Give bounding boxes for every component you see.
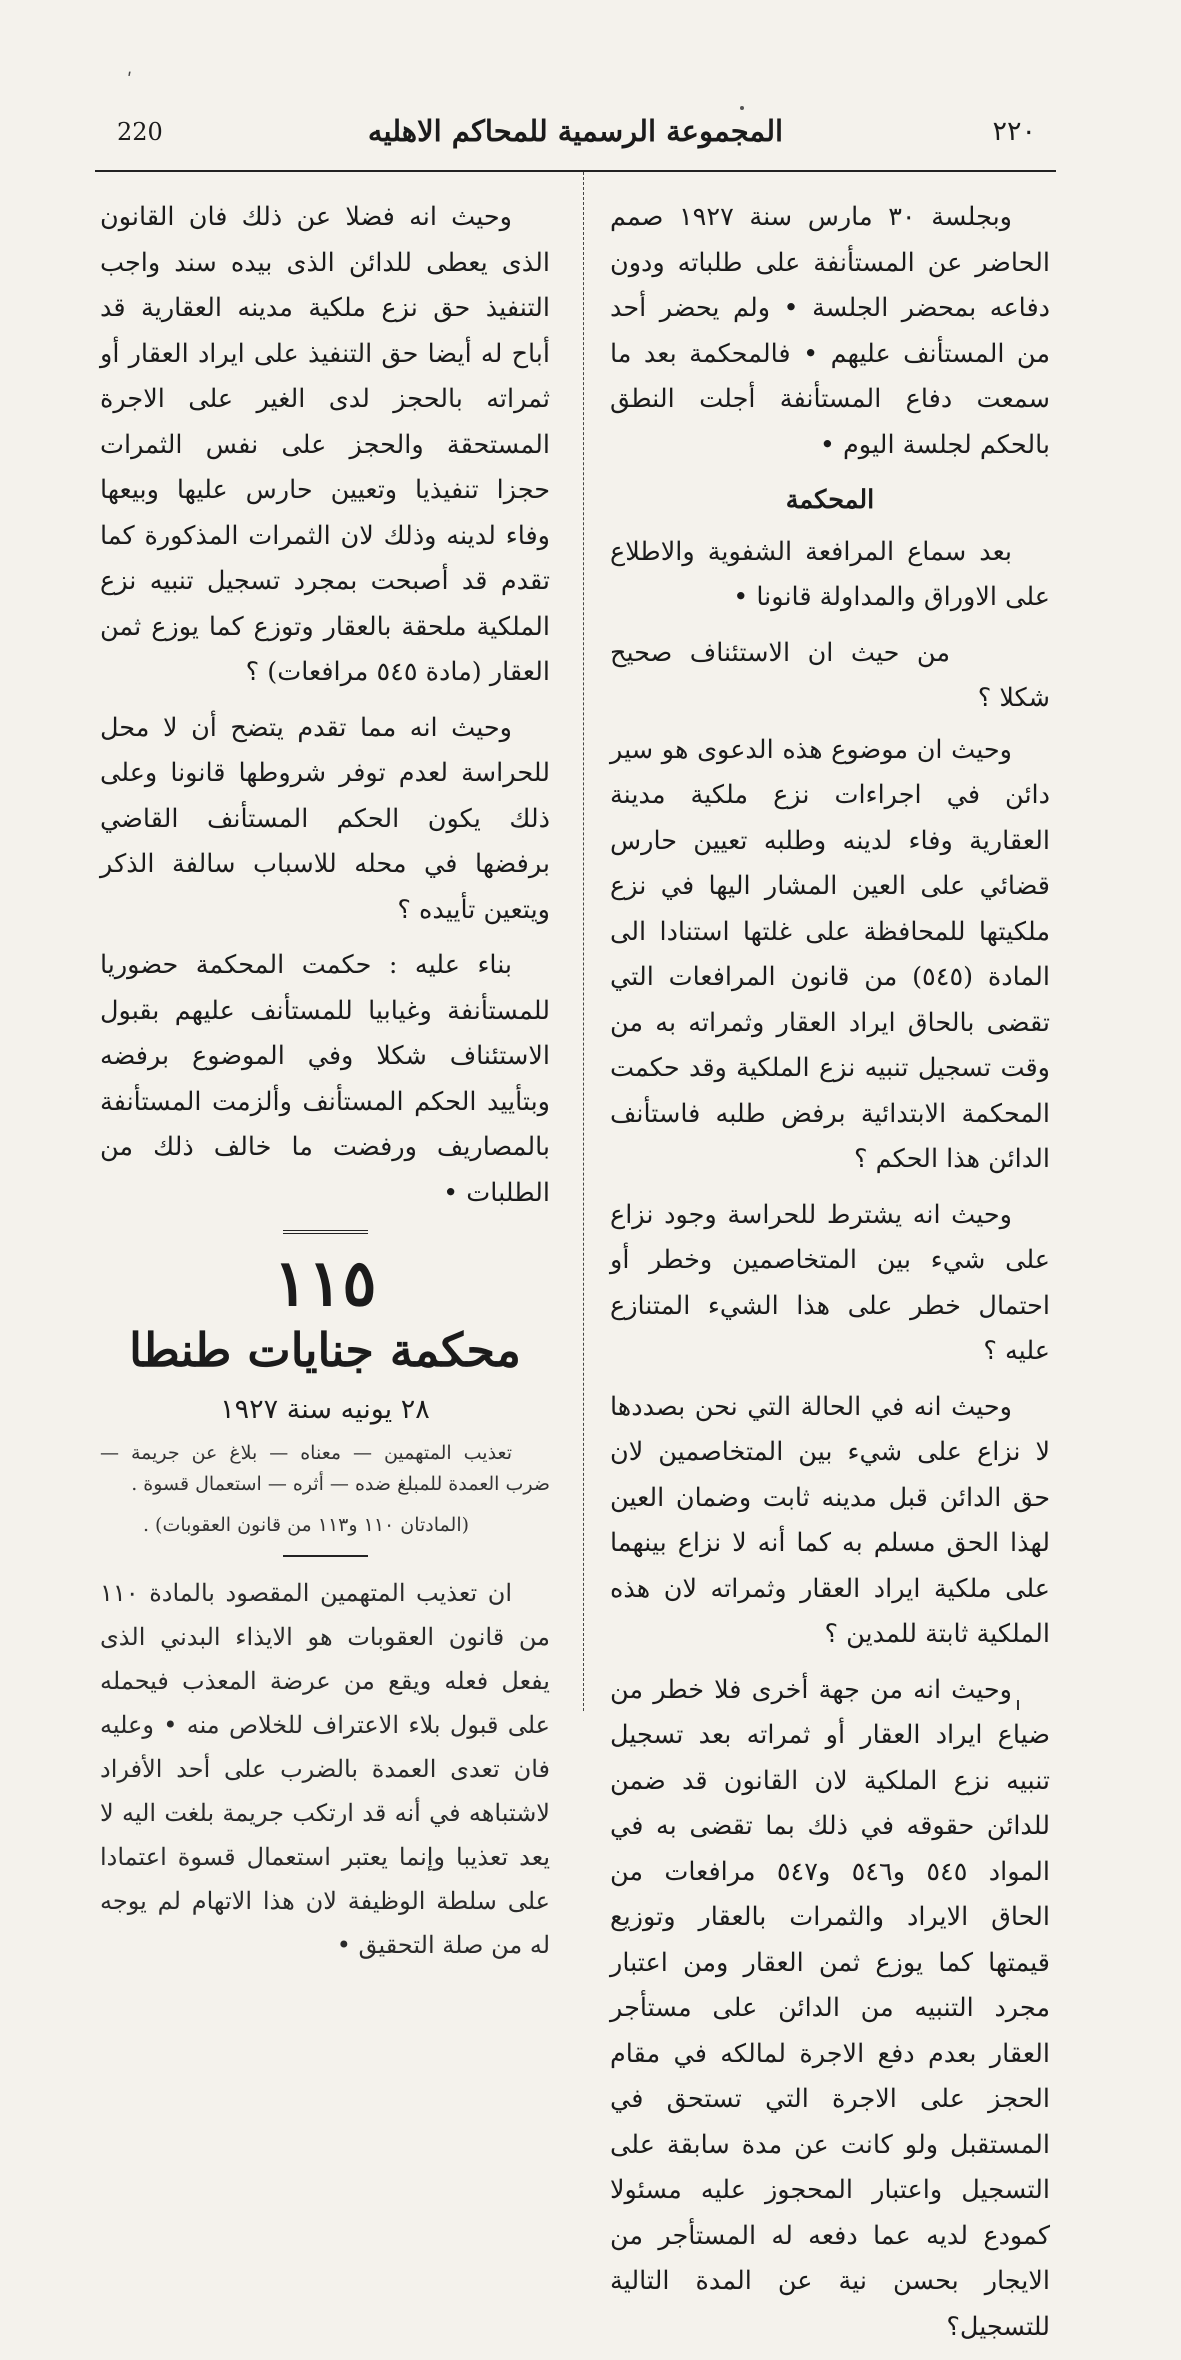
page-header xyxy=(95,112,1056,162)
case-number: ١١٥ xyxy=(273,1246,377,1321)
section-heading: المحكمة xyxy=(785,485,875,515)
page-number-arabic: ٢٢٠ xyxy=(992,116,1036,147)
paragraph: وحيث انه مما تقدم يتضح أن لا محل للحراسة لعدم توفر شروطها قانونا وعلى ذلك يكون الحكم المستأنف القاضي برفضها في محله للاسباب سالفة الذكر ويتعين تأييده ؟ xyxy=(100,712,550,925)
paragraph: من حيث ان الاستئناف صحيح شكلا ؟ xyxy=(610,637,1050,713)
scan-mark-icon: ʹ xyxy=(127,70,133,91)
paragraph: بعد سماع المرافعة الشفوية والاطلاع على الاوراق والمداولة قانونا • xyxy=(610,536,1050,612)
scan-mark-bottom-icon xyxy=(1017,1700,1019,1710)
left-column xyxy=(100,195,550,1977)
court-name: محكمة جنايات طنطا xyxy=(129,1323,521,1377)
paragraph: وحيث ان موضوع هذه الدعوى هو سير دائن في اجراءات نزع ملكية مدينة العقارية وفاء لدينه وطلبه تعيين حارس قضائي على العين المشار اليها في نزع ملكيتها للمحافظة على غلتها استنادا الى المادة (٥٤٥) من قانون المرافعات التي تقضى بالحاق ايراد العقار وثمراته به من وقت تسجيل تنبيه نزع الملكية وقد حكمت المحكمة الابتدائية برفض طلبه فاستأنف الدائن هذا الحكم ؟ xyxy=(610,734,1050,1174)
paragraph: وحيث انه يشترط للحراسة وجود نزاع على شيء بين المتخاصمين وخطر أو احتمال خطر على هذا الشيء المتنازع عليه ؟ xyxy=(610,1199,1050,1366)
headnote: ان تعذيب المتهمين المقصود بالمادة ١١٠ من قانون العقوبات هو الايذاء البدني الذى يفعل فعله ويقع من عرضة المعذب فيحمله على قبول بلاء الاعتراف للخلاص منه • وعليه فان تعدى العمدة بالضرب على أحد الأفراد لاشتباهه في أنه قد ارتكب جريمة بلغت اليه لا يعد تعذيبا وإنما يعتبر استعمال قسوة اعتمادا على سلطة الوظيفة لان هذا الاتهام لم يوجه له من صلة التحقيق • xyxy=(100,1579,550,1959)
paragraph: بناء عليه : حكمت المحكمة حضوريا للمستأنفة وغيابيا للمستأنف عليهم بقبول الاستئناف شكلا وفي الموضوع برفضه وبتأييد الحكم المستأنف وألزمت المستأنفة بالمصاريف ورفضت ما خالف ذلك من الطلبات • xyxy=(100,950,550,1208)
page-number-latin: 220 xyxy=(117,118,163,146)
case-articles: (المادتان ١١٠ و١١٣ من قانون العقوبات) . xyxy=(142,1514,470,1536)
scan-dot-icon xyxy=(740,106,744,110)
header-rule xyxy=(95,170,1056,172)
running-title: المجموعة الرسمية للمحاكم الاهليه xyxy=(367,114,784,148)
section-divider xyxy=(283,1230,368,1234)
right-column xyxy=(610,195,1050,2360)
paragraph: وحيث انه من جهة أخرى فلا خطر من ضياع ايراد العقار أو ثمراته بعد تسجيل تنبيه نزع الملكية لان القانون قد ضمن للدائن حقوقه في ذلك بما تقضى به في المواد ٥٤٥ و٥٤٦ و٥٤٧ مرافعات من الحاق الايراد والثمرات بالعقار وتوزيع قيمتها كما يوزع ثمن العقار ومن اعتبار مجرد التنبيه من الدائن على مستأجر العقار بعدم دفع الاجرة لمالكه في مقام الحجز على الاجرة التي تستحق في المستقبل ولو كانت عن مدة سابقة على التسجيل واعتبار المحجوز عليه مسئولا كمودع لديه عما دفعه له المستأجر من الايجار بحسن نية عن المدة التالية للتسجيل؟ xyxy=(610,1674,1050,2342)
headnote-divider xyxy=(283,1555,368,1557)
column-separator xyxy=(583,172,584,1711)
paragraph: وبجلسة ٣٠ مارس سنة ١٩٢٧ صمم الحاضر عن المستأنفة على طلباته ودون دفاعه بمحضر الجلسة • ولم يحضر أحد من المستأنف عليهم • فالمحكمة بعد ما سمعت دفاع المستأنفة أجلت النطق بالحكم لجلسة اليوم • xyxy=(610,202,1050,460)
paragraph: وحيث انه فضلا عن ذلك فان القانون الذى يعطى للدائن الذى بيده سند واجب التنفيذ حق نزع ملكية مدينه العقارية قد أباح له أيضا حق التنفيذ على ايراد العقار أو ثمراته بالحجز لدى الغير على الاجرة المستحقة والحجز على نفس الثمرات حجزا تنفيذيا وتعيين حارس عليها وبيعها وفاء لدينه وذلك لان الثمرات المذكورة كما تقدم قد أصبحت بمجرد تسجيل تنبيه نزع الملكية ملحقة بالعقار وتوزع كما يوزع ثمن العقار (مادة ٥٤٥ مرافعات) ؟ xyxy=(100,202,550,687)
paragraph: وحيث انه في الحالة التي نحن بصددها لا نزاع على شيء بين المتخاصمين لان حق الدائن قبل مدينه ثابت وضمان العين لهذا الحق مسلم به كما أنه لا نزاع بينهما على ملكية ايراد العقار وثمراته لان هذه الملكية ثابتة للمدين ؟ xyxy=(610,1391,1050,1649)
case-keywords: تعذيب المتهمين — معناه — بلاغ عن جريمة — ضرب العمدة للمبلغ ضده — أثره — استعمال قسوة . xyxy=(100,1442,550,1495)
case-date: ٢٨ يونيه سنة ١٩٢٧ xyxy=(220,1394,430,1425)
